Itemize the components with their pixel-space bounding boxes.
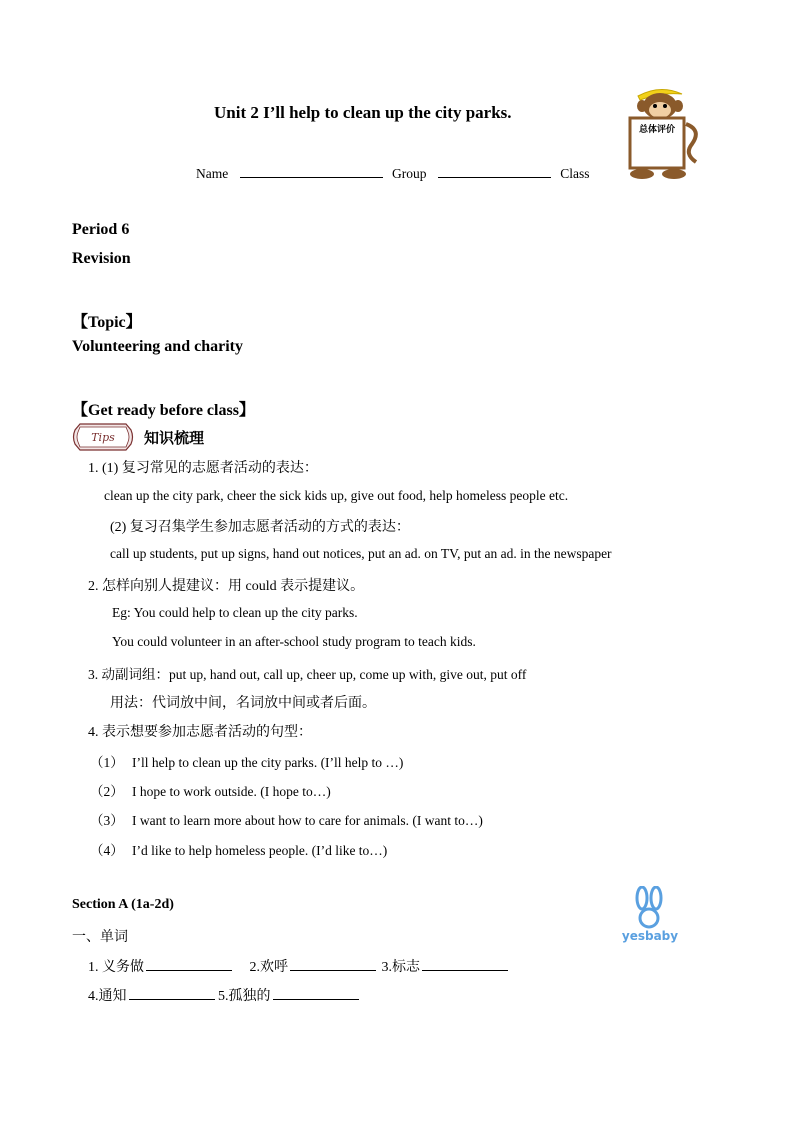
- class-label: Class: [560, 166, 590, 181]
- point-4: 4. 表示想要参加志愿者活动的句型：: [88, 725, 312, 740]
- vocab-blank-4[interactable]: [129, 985, 215, 1000]
- pattern-4: （4） I’d like to help homeless people. (I’d like to…): [90, 843, 388, 858]
- point-3: 3. 动副词组：put up, hand out, call up, cheer up, come up with, give out, put off: [88, 667, 527, 682]
- point-1a: clean up the city park, cheer the sick kids up, give out food, help homeless people etc.: [104, 488, 569, 503]
- point-2: 2. 怎样向别人提建议：用 could 表示提建议。: [88, 579, 365, 594]
- vocab-blank-2[interactable]: [290, 956, 376, 971]
- monkey-icon: [620, 82, 702, 182]
- pattern-1: （1） I’ll help to clean up the city parks. (I’ll help to …): [90, 755, 404, 770]
- point-2-eg1: Eg: You could help to clean up the city parks.: [112, 605, 358, 620]
- badge-text: 总体评价: [638, 125, 676, 135]
- name-label: Name: [196, 166, 229, 181]
- point-1b-title: (2) 复习召集学生参加志愿者活动的方式的表达：: [110, 520, 410, 535]
- vocab-row-2: 4.通知 5.孤独的: [88, 985, 359, 1005]
- period-heading: Period 6: [72, 221, 130, 238]
- ready-heading: 【Get ready before class】: [72, 402, 255, 419]
- revision-heading: Revision: [72, 250, 131, 267]
- pattern-3: （3） I want to learn more about how to care for animals. (I want to…): [90, 813, 483, 828]
- topic-heading: 【Topic】: [72, 314, 142, 331]
- point-2-eg2: You could volunteer in an after-school study program to teach kids.: [112, 634, 476, 649]
- page-title: Unit 2 I’ll help to clean up the city parks.: [214, 103, 512, 122]
- section-sub: 一、单词: [72, 930, 128, 945]
- group-label: Group: [391, 166, 427, 181]
- pattern-2: （2） I hope to work outside. (I hope to…): [90, 784, 331, 799]
- evaluation-badge: [620, 82, 702, 182]
- point-3-usage: 用法：代词放中间，名词放中间或者后面。: [110, 696, 376, 711]
- name-blank[interactable]: [240, 164, 383, 178]
- tips-label: Tips: [91, 431, 115, 444]
- topic-text: Volunteering and charity: [72, 338, 243, 355]
- point-1b: call up students, put up signs, hand out notices, put an ad. on TV, put an ad. in the newspaper: [110, 546, 612, 561]
- vocab-row-1: 1. 义务做 2.欢呼 3.标志: [88, 956, 508, 976]
- point-1: 1. (1) 复习常见的志愿者活动的表达：: [88, 461, 318, 476]
- group-blank[interactable]: [438, 164, 551, 178]
- logo-text: yesbaby: [621, 929, 679, 943]
- vocab-blank-3[interactable]: [422, 956, 508, 971]
- tips-icon: [72, 422, 134, 452]
- tips-title: 知识梳理: [144, 429, 205, 447]
- vocab-blank-5[interactable]: [273, 985, 359, 1000]
- name-field: [196, 164, 590, 182]
- section-title: Section A (1a-2d): [72, 897, 174, 912]
- vocab-blank-1[interactable]: [146, 956, 232, 971]
- yesbaby-logo: [618, 886, 682, 944]
